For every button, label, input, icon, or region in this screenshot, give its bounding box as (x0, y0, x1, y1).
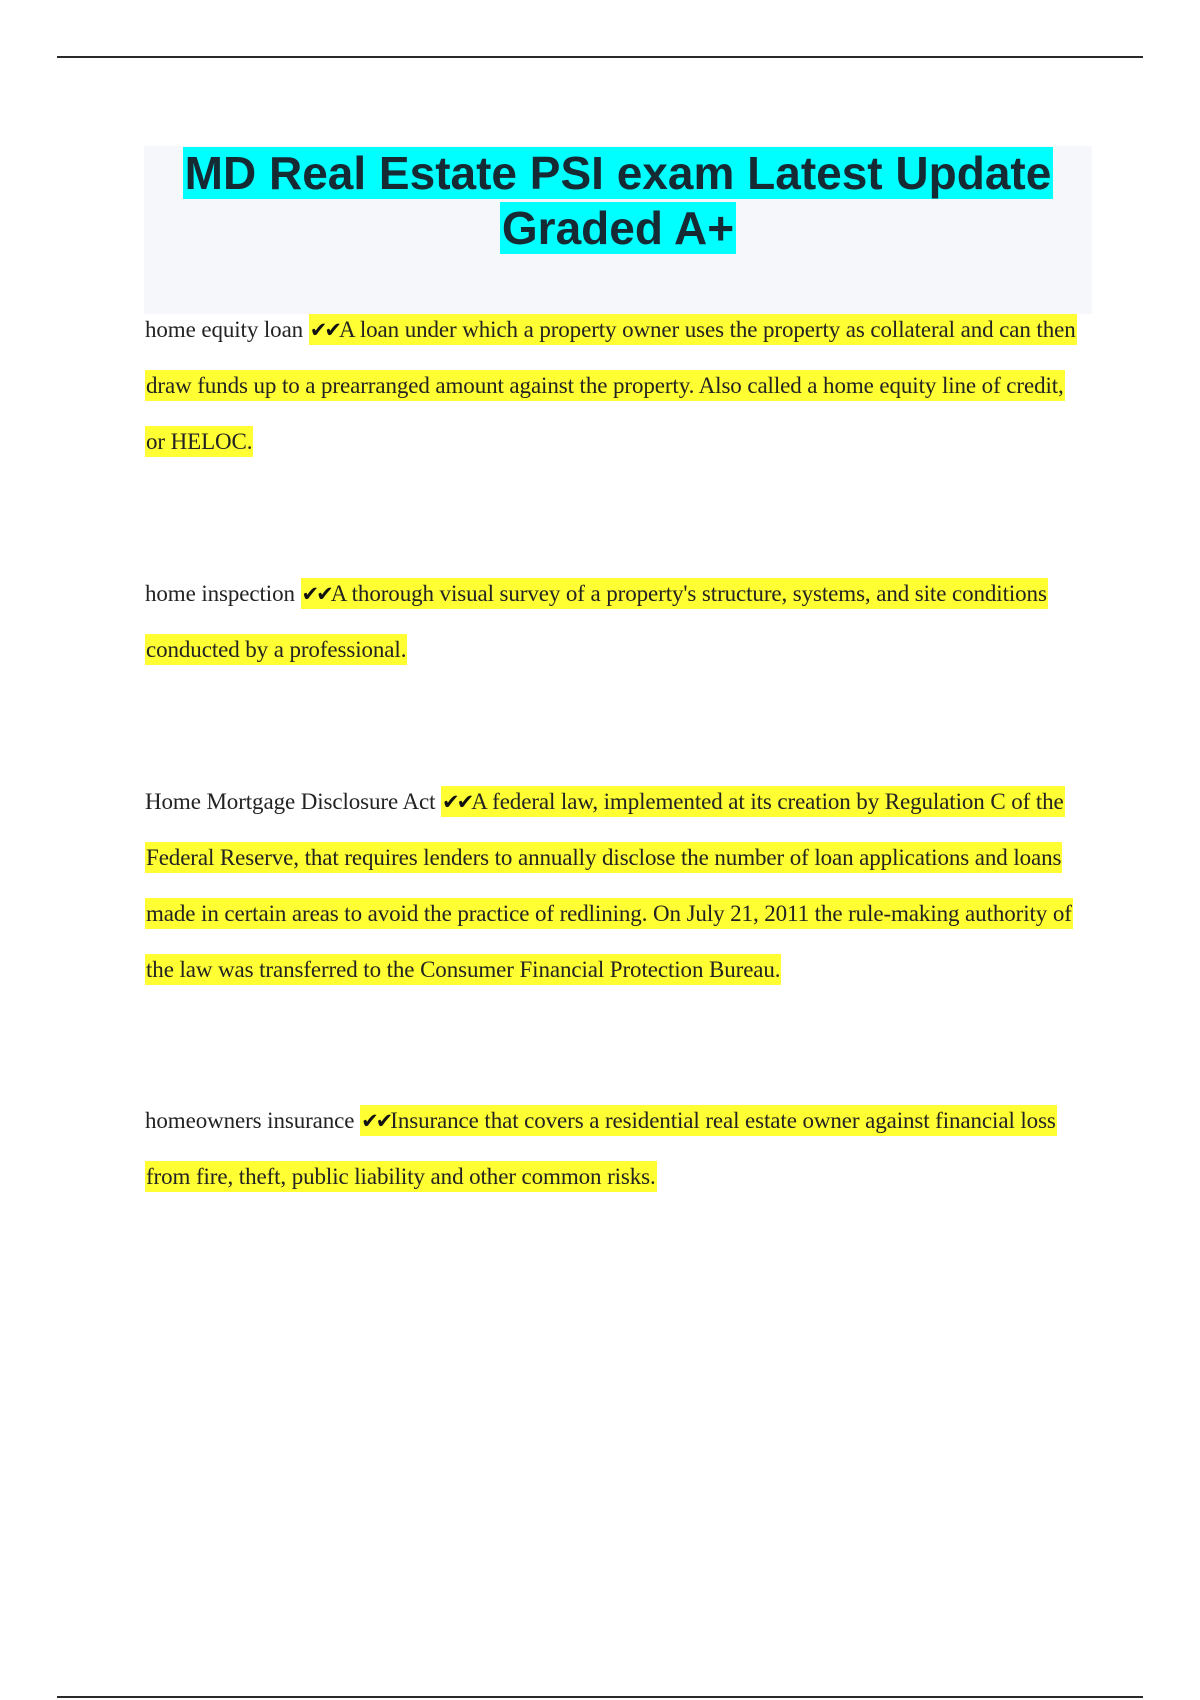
double-check-icon: ✔✔ (309, 318, 339, 342)
glossary-entry (145, 774, 1085, 998)
entry-term: home equity loan (145, 317, 304, 342)
glossary-entry (145, 566, 1085, 678)
double-check-icon: ✔✔ (442, 790, 472, 814)
header-rule (57, 56, 1143, 58)
glossary-entry (145, 1093, 1085, 1205)
glossary-entry (145, 302, 1085, 470)
entry-definition: A thorough visual survey of a property's structure, systems, and site conditions conducted by a professional. (146, 581, 1047, 662)
document-title (144, 146, 1092, 256)
title-highlight: MD Real Estate PSI exam Latest Update Graded A+ (184, 147, 1052, 254)
entry-term: home inspection (145, 581, 295, 606)
entry-term: homeowners insurance (145, 1108, 355, 1133)
entry-definition-highlight (145, 786, 1073, 985)
entry-definition: Insurance that covers a residential real estate owner against financial loss from fire, theft, public liability and other common risks. (146, 1108, 1056, 1189)
entry-definition: A loan under which a property owner uses the property as collateral and can then draw funds up to a prearranged amount against the property. Also called a home equity line of credit, or HELOC. (146, 317, 1076, 454)
entry-definition: A federal law, implemented at its creation by Regulation C of the Federal Reserve, that requires lenders to annually disclose the number of loan applications and loans made in certain areas to avoid the practice of redlining. On July 21, 2011 the rule-making authority of the law was transferred to the Consumer Financial Protection Bureau. (146, 789, 1072, 982)
entry-term: Home Mortgage Disclosure Act (145, 789, 436, 814)
double-check-icon: ✔✔ (361, 1109, 391, 1133)
footer-rule (57, 1696, 1143, 1698)
double-check-icon: ✔✔ (301, 582, 331, 606)
